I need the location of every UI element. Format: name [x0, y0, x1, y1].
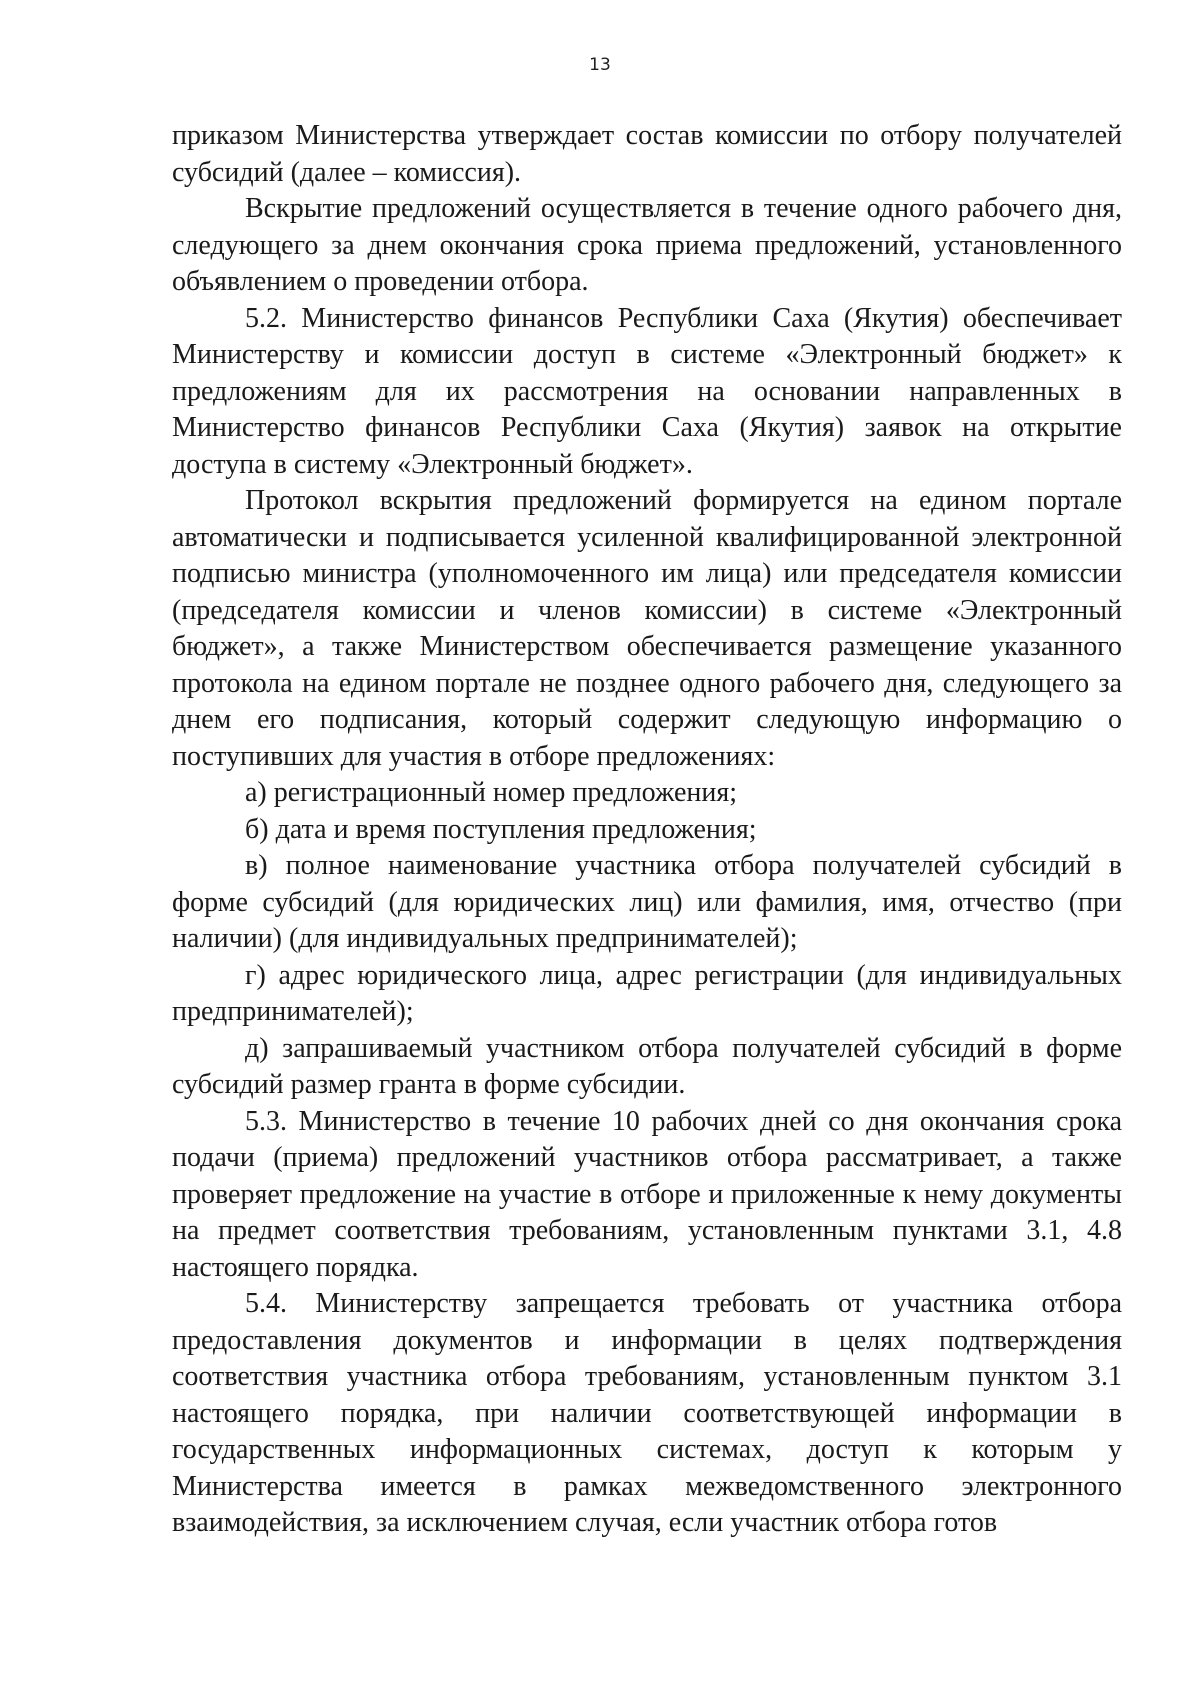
list-item-d: д) запрашиваемый участником отбора получателей субсидий в форме субсидий размер гранта в форме субсидии. — [172, 1032, 1122, 1100]
list-item-v: в) полное наименование участника отбора получателей субсидий в форме субсидий (для юридических лиц) или фамилия, имя, отчество (при наличии) (для индивидуальных предпринимателей); — [172, 850, 1122, 954]
paragraph-commission-composition: приказом Министерства утверждает состав комиссии по отбору получателей субсидий (далее – комиссия). — [172, 120, 1122, 188]
paragraph-opening-proposals: Вскрытие предложений осуществляется в течение одного рабочего дня, следующего за днем окончания срока приема предложений, установленного объявлением о проведении отбора. — [172, 193, 1122, 297]
list-item-g: г) адрес юридического лица, адрес регистрации (для индивидуальных предпринимателей); — [172, 959, 1122, 1027]
paragraph-clause-5-4: 5.4. Министерству запрещается требовать от участника отбора предоставления документов и информации в целях подтверждения соответствия участника отбора требованиям, установленным пунктом 3.1 настоящего порядка, при наличии соответствующей информации в государственных информационных системах, доступ к которым у Министерства имеется в рамках межведомственного электронного взаимодействия, за исключением случая, если участник отбора готов — [172, 1288, 1122, 1538]
paragraph-clause-5-3: 5.3. Министерство в течение 10 рабочих дней со дня окончания срока подачи (приема) предложений участников отбора рассматривает, а также проверяет предложение на участие в отборе и приложенные к нему документы на предмет соответствия требованиям, установленным пунктами 3.1, 4.8 настоящего порядка. — [172, 1105, 1122, 1283]
paragraph-opening-protocol: Протокол вскрытия предложений формируется на едином портале автоматически и подписывается усиленной квалифицированной электронной подписью министра (уполномоченного им лица) или председателя комиссии (председателя комиссии и членов комиссии) в системе «Электронный бюджет», а также Министерством обеспечивается размещение указанного протокола на едином портале не позднее одного рабочего дня, следующего за днем его подписания, который содержит следующую информацию о поступивших для участия в отборе предложениях: — [172, 485, 1122, 772]
page-number: 13 — [589, 55, 611, 75]
document-body — [172, 118, 1122, 1542]
paragraph-clause-5-2: 5.2. Министерство финансов Республики Саха (Якутия) обеспечивает Министерству и комиссии доступ в системе «Электронный бюджет» к предложениям для их рассмотрения на основании направленных в Министерство финансов Республики Саха (Якутия) заявок на открытие доступа в систему «Электронный бюджет». — [172, 302, 1122, 480]
list-item-b: б) дата и время поступления предложения; — [245, 813, 757, 845]
list-item-a: а) регистрационный номер предложения; — [245, 777, 738, 808]
